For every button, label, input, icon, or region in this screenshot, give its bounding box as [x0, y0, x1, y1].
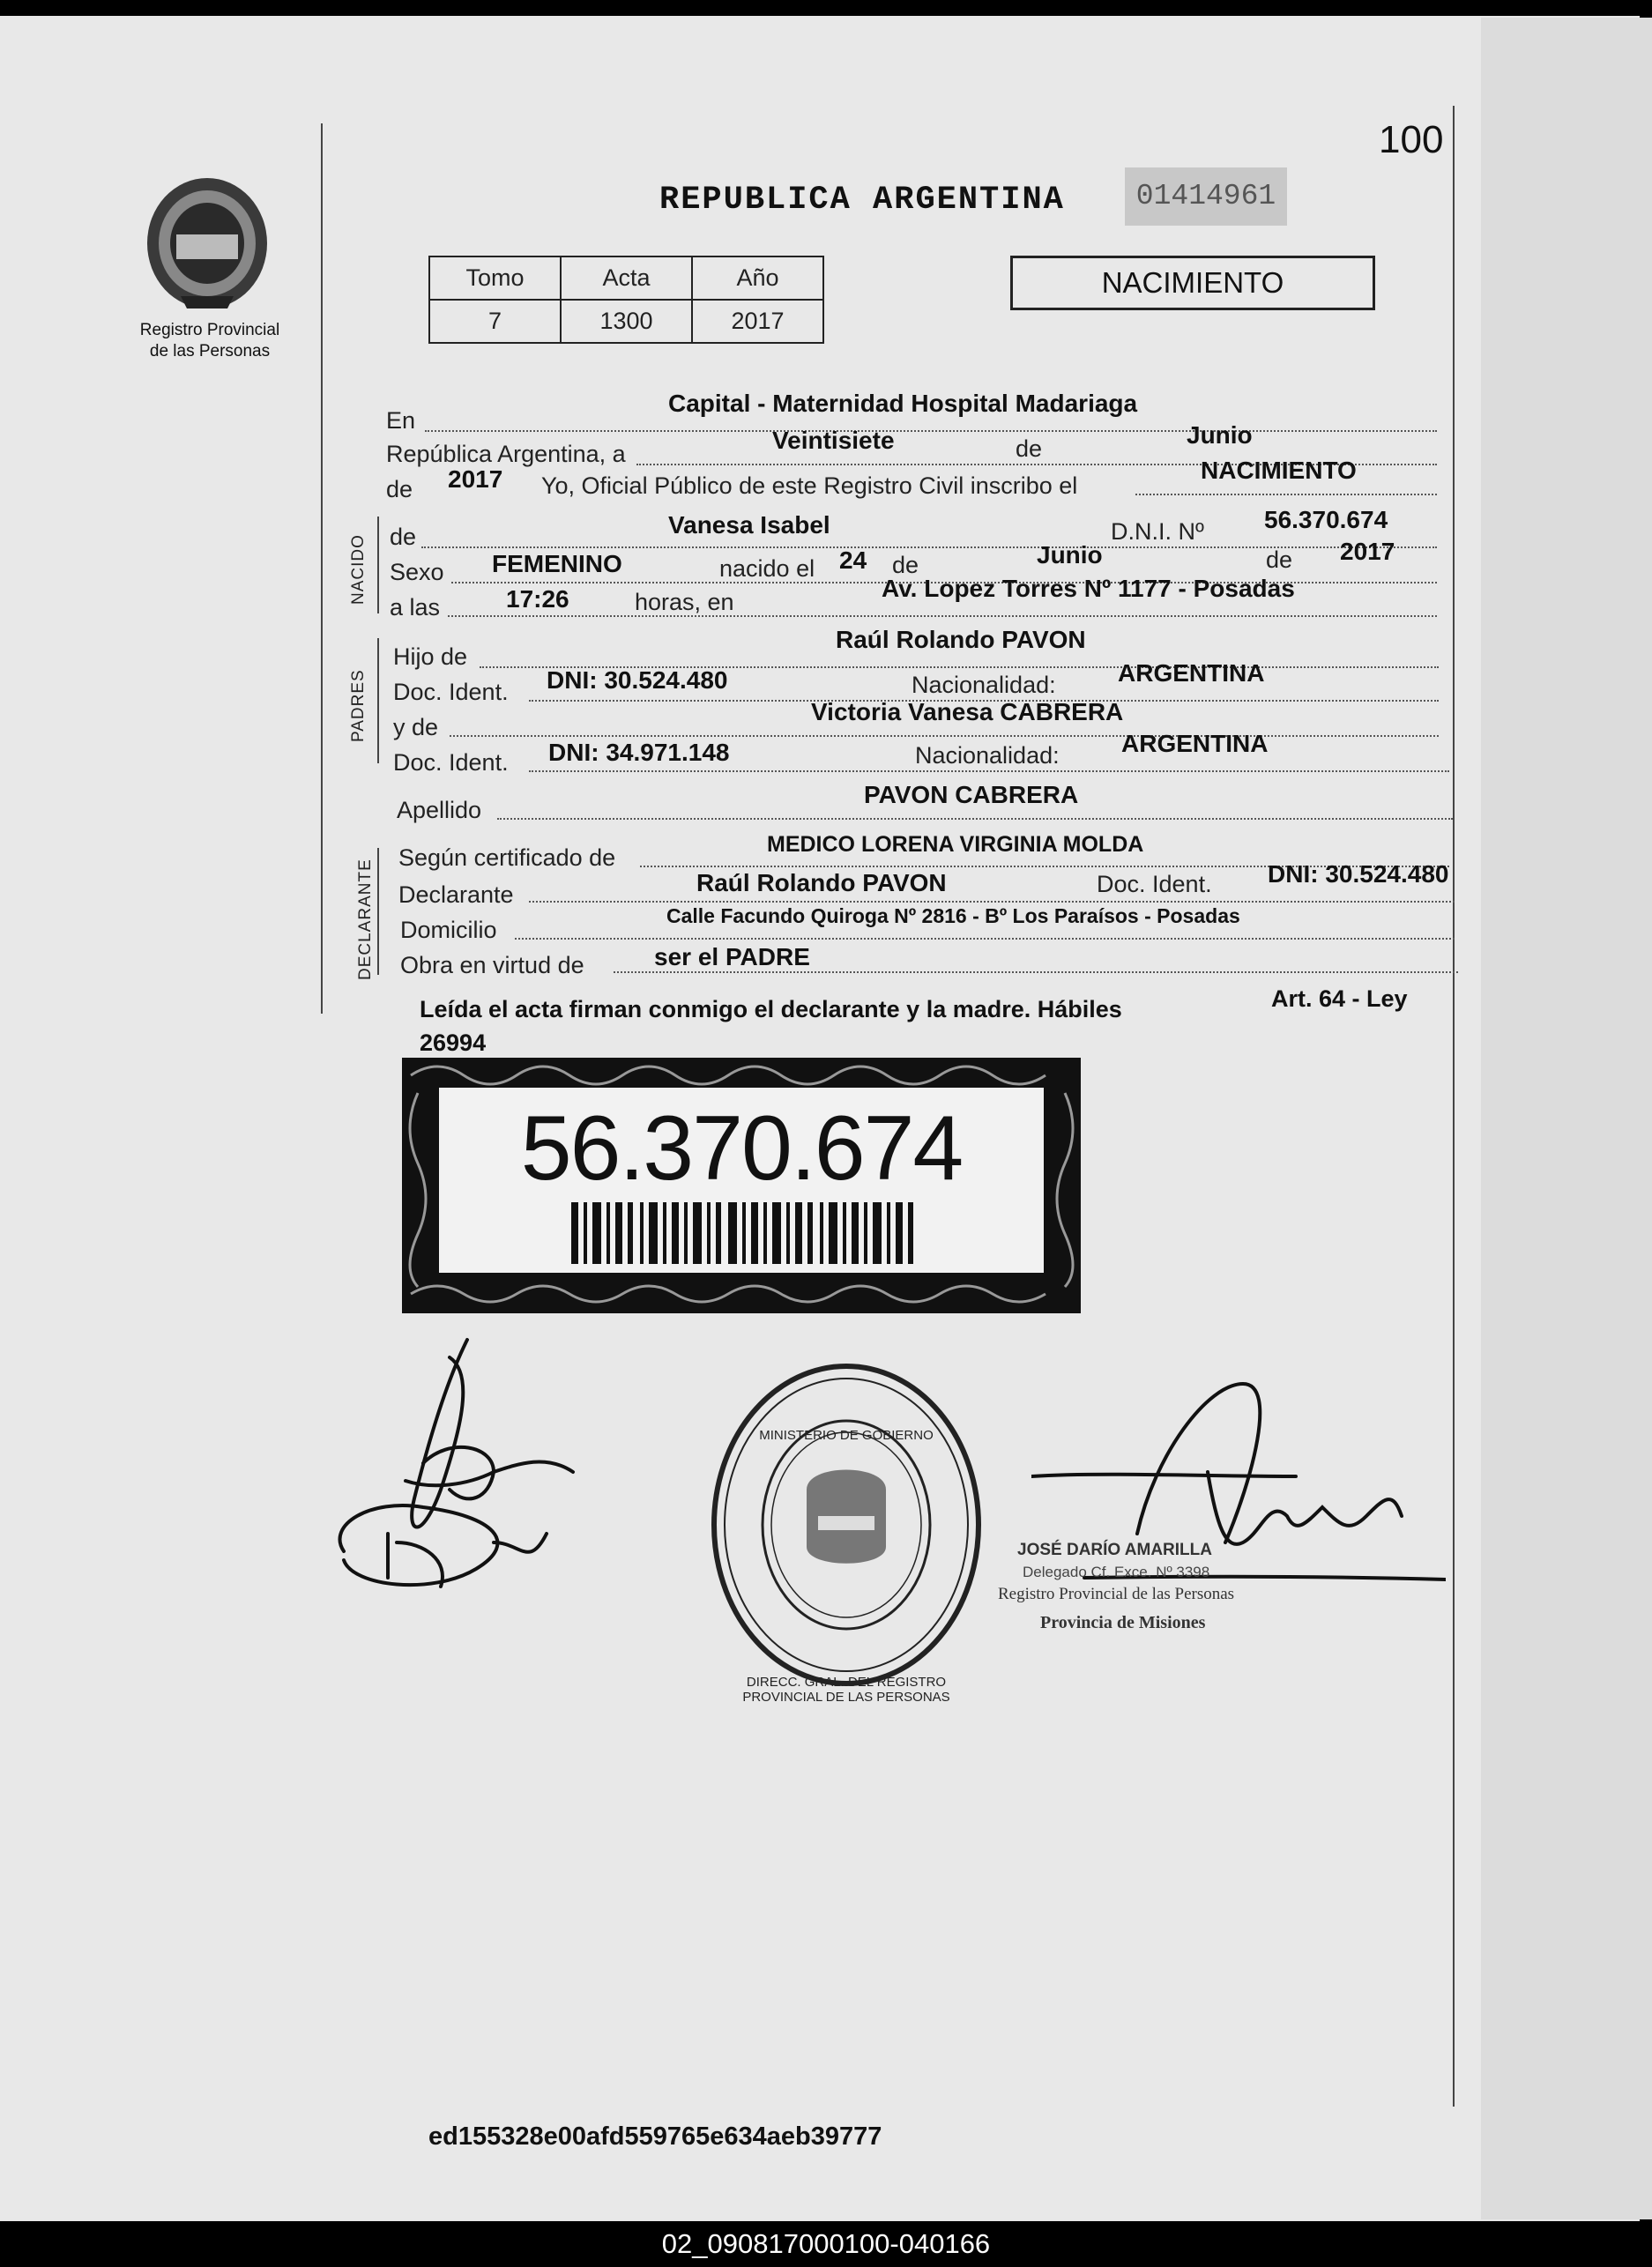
record-meta-table — [428, 256, 824, 344]
nacido-de-label-2: de — [892, 552, 919, 578]
oficial-text: Yo, Oficial Público de este Registro Civil inscribo el — [541, 472, 1078, 499]
nacido-hora: 17:26 — [506, 585, 569, 613]
official-seal — [705, 1357, 987, 1692]
scan-filename: 02_090817000100-040166 — [661, 2228, 991, 2259]
dotted-line — [529, 770, 1449, 772]
nacido-dia: 24 — [839, 546, 867, 574]
padre-doc: DNI: 30.524.480 — [547, 666, 728, 694]
right-margin-line — [1453, 106, 1455, 2107]
nota-line-2: 26994 — [420, 1029, 487, 1056]
nacido-nombre: Vanesa Isabel — [668, 511, 830, 539]
province-crest-logo — [141, 173, 273, 314]
section-bracket — [377, 638, 379, 763]
nacido-mes: Junio — [1037, 541, 1103, 569]
meta-header-tomo: Tomo — [429, 256, 561, 300]
record-type-box: NACIMIENTO — [1010, 256, 1375, 310]
madre-doc: DNI: 34.971.148 — [548, 739, 730, 766]
meta-header-anio: Año — [692, 256, 823, 300]
nacido-anio: 2017 — [1340, 538, 1395, 565]
nacido-lugar: Av. Lopez Torres Nº 1177 - Posadas — [882, 575, 1295, 602]
seal-inner-text: MINISTERIO DE GOBIERNO — [759, 1428, 934, 1443]
y-de-label: y de — [393, 714, 439, 740]
meta-value-anio: 2017 — [692, 300, 823, 343]
stamp-label — [439, 1088, 1044, 1273]
section-bracket — [377, 517, 379, 613]
a-las-label: a las — [390, 594, 441, 621]
dni-label: D.N.I. Nº — [1111, 518, 1204, 545]
domicilio-label: Domicilio — [400, 917, 497, 943]
oficial-prov: Provincia de Misiones — [1040, 1613, 1206, 1632]
dotted-line — [497, 818, 1453, 820]
dotted-line — [515, 938, 1455, 940]
nota-art: Art. 64 - Ley — [1271, 985, 1408, 1012]
madre-nombre: Victoria Vanesa CABRERA — [811, 698, 1124, 725]
page-number: 100 — [1379, 118, 1444, 161]
section-bracket — [377, 848, 379, 975]
oficial-role: Delegado Cf. Exce. Nº 3398 — [1023, 1564, 1210, 1580]
madre-nac-label: Nacionalidad: — [915, 742, 1060, 769]
nota-line-1: Leída el acta firman conmigo el declarante y la madre. Hábiles — [420, 996, 1122, 1022]
nacido-de-label-3: de — [1266, 546, 1293, 573]
seal-outer-text: DIRECC. GRAL. DEL REGISTRO PROVINCIAL DE LAS PERSONAS — [742, 1675, 950, 1705]
padre-doc-label: Doc. Ident. — [393, 679, 509, 705]
sexo-value: FEMENINO — [492, 550, 622, 577]
section-label-padres: PADRES — [349, 669, 368, 742]
left-margin-line — [321, 123, 323, 1014]
document-title: REPUBLICA ARGENTINA — [659, 182, 1065, 219]
document-hash: ed155328e00afd559765e634aeb39777 — [428, 2122, 882, 2151]
horas-en-label: horas, en — [635, 589, 734, 615]
de-label-2: de — [386, 476, 413, 502]
obra-value: ser el PADRE — [654, 943, 810, 970]
apellido-value: PAVON CABRERA — [864, 781, 1079, 808]
de-label: de — [1016, 435, 1043, 462]
logo-caption-1: Registro Provincial — [139, 321, 280, 339]
nacido-de-label: de — [390, 524, 417, 550]
meta-value-tomo: 7 — [429, 300, 561, 343]
paper-edge — [1481, 18, 1652, 2219]
meta-header-acta: Acta — [561, 256, 692, 300]
dotted-line — [425, 430, 1437, 432]
anio-value: 2017 — [448, 465, 503, 493]
apellido-label: Apellido — [397, 797, 482, 823]
dotted-line — [529, 901, 1455, 903]
madre-nac: ARGENTINA — [1121, 730, 1269, 757]
declarante-doc: DNI: 30.524.480 — [1268, 860, 1449, 888]
declarante-label: Declarante — [398, 881, 514, 908]
padre-nac-label: Nacionalidad: — [912, 672, 1056, 698]
dia-value: Veintisiete — [772, 427, 895, 454]
stamp-number: 56.370.674 — [520, 1097, 963, 1200]
en-label: En — [386, 407, 416, 434]
inscribe-value: NACIMIENTO — [1201, 457, 1357, 484]
nacido-dni: 56.370.674 — [1264, 506, 1388, 533]
lugar-value: Capital - Maternidad Hospital Madariaga — [668, 390, 1138, 417]
declarante-signature — [317, 1322, 635, 1622]
mes-value: Junio — [1187, 421, 1253, 449]
certificado-value: MEDICO LORENA VIRGINIA MOLDA — [767, 832, 1144, 857]
madre-doc-label: Doc. Ident. — [393, 749, 509, 776]
logo-caption-2: de las Personas — [149, 342, 271, 360]
dotted-line — [450, 735, 1439, 737]
dotted-line — [614, 971, 1458, 973]
barcode — [571, 1202, 915, 1264]
hijo-de-label: Hijo de — [393, 643, 468, 670]
declarante-nombre: Raúl Rolando PAVON — [696, 869, 947, 896]
section-label-declarante: DECLARANTE — [356, 858, 375, 980]
section-label-nacido: NACIDO — [349, 534, 368, 605]
declarante-doc-label: Doc. Ident. — [1097, 871, 1212, 897]
certificado-label: Según certificado de — [398, 844, 616, 871]
obra-label: Obra en virtud de — [400, 952, 584, 978]
republica-label: República Argentina, a — [386, 441, 626, 467]
padre-nac: ARGENTINA — [1118, 659, 1265, 687]
dotted-line — [448, 615, 1437, 617]
nacido-el-label: nacido el — [719, 555, 815, 582]
domicilio-value: Calle Facundo Quiroga Nº 2816 - Bº Los Paraísos - Posadas — [666, 904, 1240, 927]
dotted-line — [1135, 494, 1437, 495]
oficial-org: Registro Provincial de las Personas — [998, 1585, 1235, 1603]
serial-number: 01414961 — [1125, 167, 1287, 226]
sexo-label: Sexo — [390, 559, 444, 585]
padre-nombre: Raúl Rolando PAVON — [836, 626, 1086, 653]
oficial-name: JOSÉ DARÍO AMARILLA — [1017, 1541, 1212, 1559]
meta-value-acta: 1300 — [561, 300, 692, 343]
dni-stamp — [402, 1058, 1081, 1313]
